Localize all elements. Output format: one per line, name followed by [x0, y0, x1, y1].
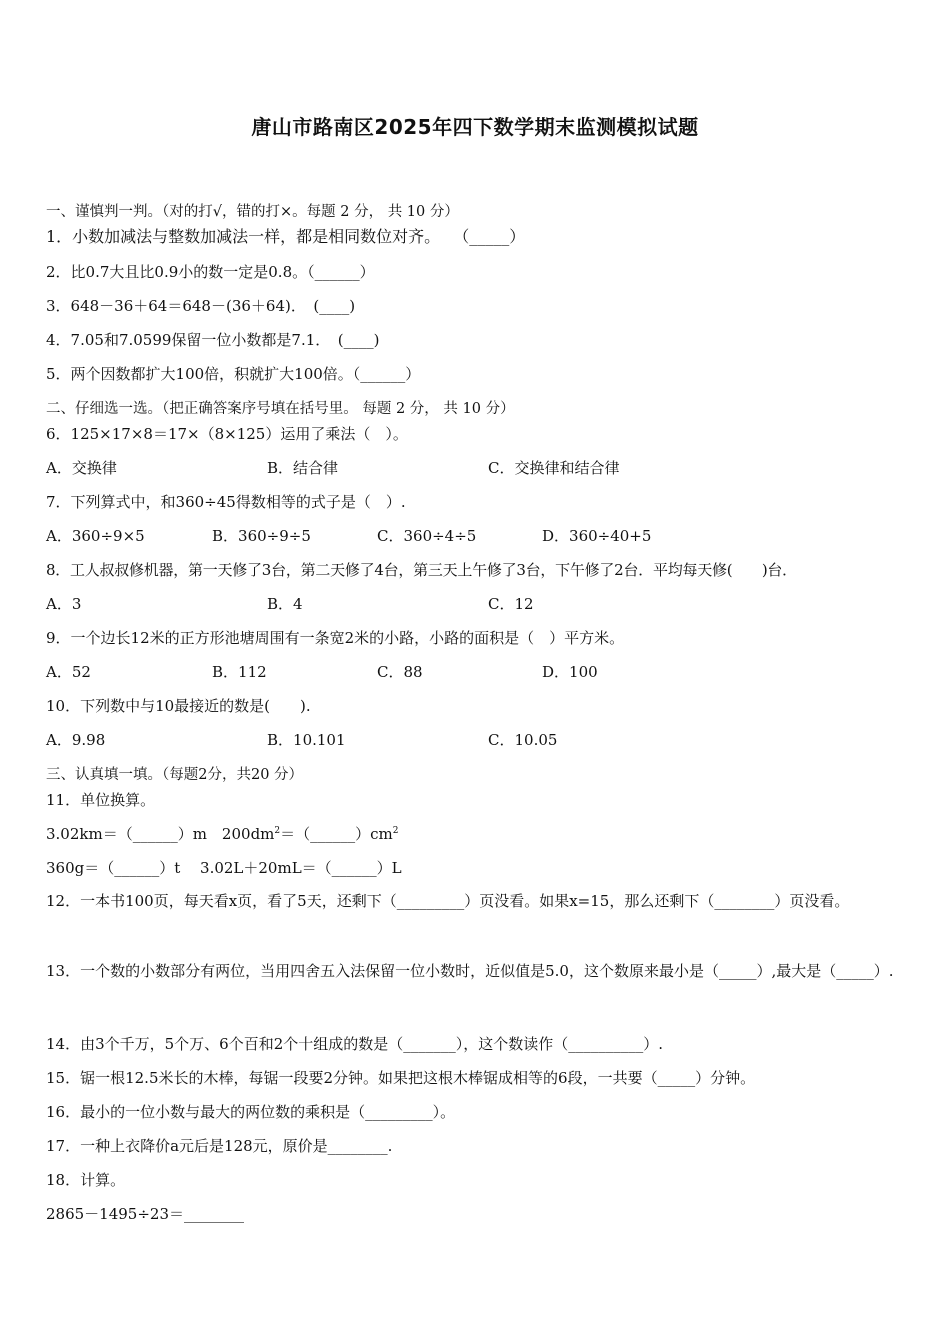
q18-calculation: 2865－1495÷23＝________ — [46, 1205, 245, 1223]
q9-option-d: D．100 — [542, 663, 598, 681]
q11-part-a: 3.02km＝（______）m 200dm — [46, 825, 275, 843]
q9-option-c: C．88 — [377, 663, 423, 681]
section-heading-2: 二、仔细选一选。（把正确答案序号填在括号里。 每题 2 分， 共 10 分） — [46, 401, 515, 417]
question-4: 4．7.05和7.0599保留一位小数都是7.1． (____) — [46, 331, 380, 349]
question-5: 5．两个因数都扩大100倍，积就扩大100倍。（______） — [46, 365, 421, 383]
section-heading-3: 三、认真填一填。（每题2分，共20 分） — [46, 767, 304, 783]
question-3: 3．648－36＋64＝648－(36＋64)． (____) — [46, 297, 356, 315]
question-13: 13．一个数的小数部分有两位，当用四舍五入法保留一位小数时，近似值是5.0，这个数原来最小是（_____）,最大是（_____）. — [46, 962, 894, 980]
q6-option-c: C．交换律和结合律 — [488, 459, 620, 477]
question-10: 10．下列数中与10最接近的数是( ). — [46, 697, 311, 715]
question-8: 8．工人叔叔修机器，第一天修了3台，第二天修了4台，第三天上午修了3台，下午修了2台．平均每天修( )台． — [46, 561, 797, 579]
q9-option-a: A．52 — [46, 663, 91, 681]
question-2: 2．比0.7大且比0.9小的数一定是0.8。（______） — [46, 263, 375, 281]
question-14: 14．由3个千万，5个万、6个百和2个十组成的数是（_______），这个数读作（__________）. — [46, 1035, 664, 1053]
q11-conversion-line-1 — [46, 824, 399, 844]
q7-option-c: C．360÷4÷5 — [377, 527, 477, 545]
q11-part-b-superscript: 2 — [392, 826, 399, 836]
question-1: 1．小数加减法与整数加减法一样，都是相同数位对齐。 （_____） — [46, 227, 526, 246]
question-12: 12．一本书100页，每天看x页，看了5天，还剩下（_________）页没看。如果x=15，那么还剩下（________）页没看。 — [46, 892, 850, 910]
q6-option-b: B．结合律 — [267, 459, 339, 477]
q8-option-c: C．12 — [488, 595, 534, 613]
q9-option-b: B．112 — [212, 663, 267, 681]
q11-conversion-line-2: 360g＝（______）t 3.02L＋20mL＝（______）L — [46, 859, 402, 877]
question-9: 9．一个边长12米的正方形池塘周围有一条宽2米的小路，小路的面积是（ ）平方米。 — [46, 629, 625, 647]
q7-option-a: A．360÷9×5 — [46, 527, 145, 545]
question-17: 17．一种上衣降价a元后是128元，原价是________. — [46, 1137, 393, 1155]
q11-part-a-superscript: 2 — [274, 826, 281, 836]
page-title: 唐山市路南区2025年四下数学期末监测模拟试题 — [251, 115, 699, 139]
question-6: 6．125×17×8＝17×（8×125）运用了乘法（ ）。 — [46, 425, 408, 443]
q7-option-d: D．360÷40+5 — [542, 527, 652, 545]
question-16: 16．最小的一位小数与最大的两位数的乘积是（_________）。 — [46, 1103, 456, 1121]
question-15: 15．锯一根12.5米长的木棒，每锯一段要2分钟。如果把这根木棒锯成相等的6段，一共要（_____）分钟。 — [46, 1069, 756, 1087]
q10-option-c: C．10.05 — [488, 731, 558, 749]
question-18: 18．计算。 — [46, 1171, 126, 1189]
q6-option-a: A．交换律 — [46, 459, 117, 477]
q10-option-a: A．9.98 — [46, 731, 106, 749]
q10-option-b: B．10.101 — [267, 731, 346, 749]
q8-option-b: B．4 — [267, 595, 303, 613]
section-heading-1: 一、谨慎判一判。（对的打√，错的打×。每题 2 分， 共 10 分） — [46, 204, 459, 220]
question-11: 11．单位换算。 — [46, 791, 156, 809]
question-7: 7．下列算式中，和360÷45得数相等的式子是（ ）. — [46, 493, 406, 511]
q11-part-b: ＝（______）cm — [280, 825, 393, 843]
q8-option-a: A．3 — [46, 595, 82, 613]
q7-option-b: B．360÷9÷5 — [212, 527, 311, 545]
